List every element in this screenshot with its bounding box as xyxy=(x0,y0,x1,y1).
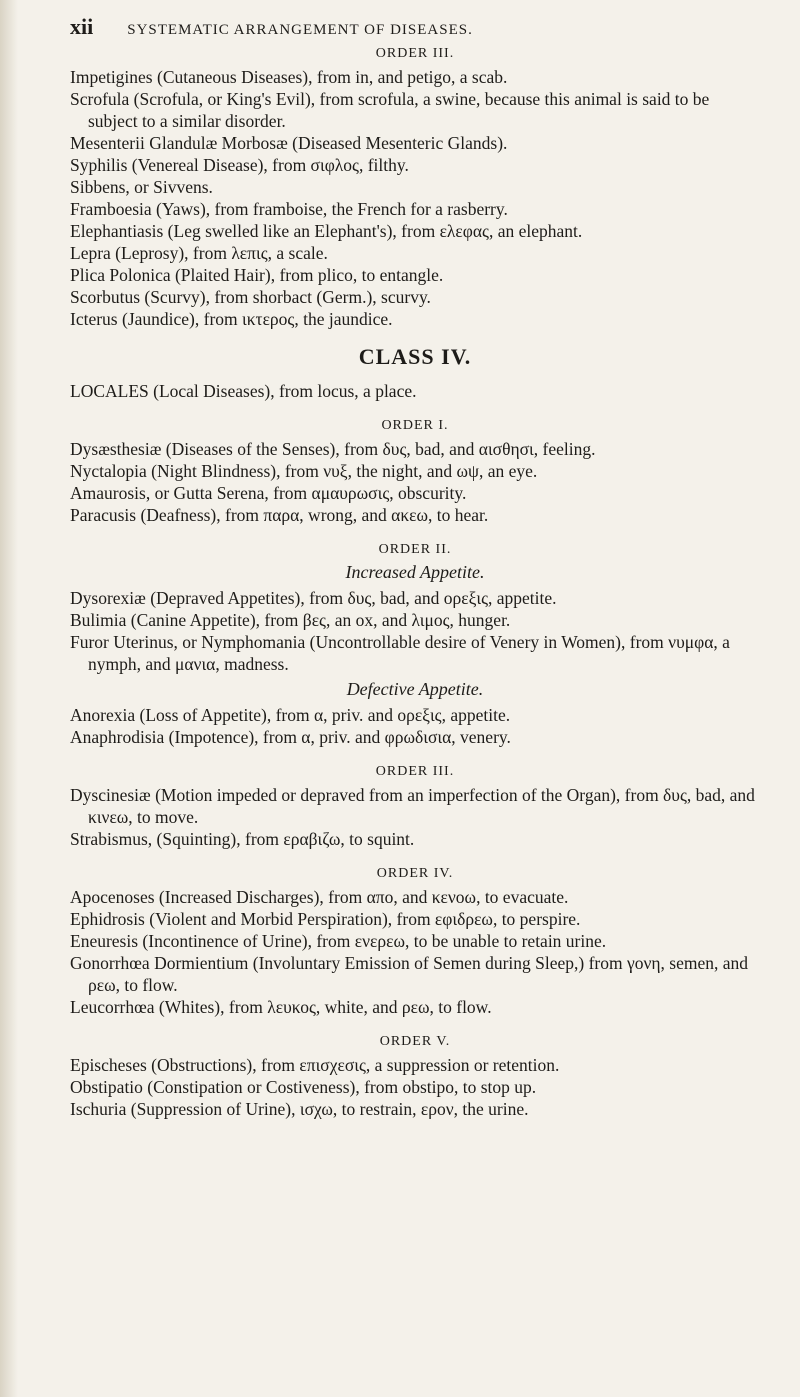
order-heading: ORDER II. xyxy=(378,542,452,557)
running-header xyxy=(70,14,760,40)
disease-entry: Plica Polonica (Plaited Hair), from plico, to entangle. xyxy=(70,265,444,285)
disease-entry: Mesenterii Glandulæ Morbosæ (Diseased Mesenteric Glands). xyxy=(70,133,508,153)
subheading: Defective Appetite. xyxy=(346,679,484,699)
disease-entry: Anaphrodisia (Impotence), from α, priv. and φρωδισια, venery. xyxy=(70,727,511,747)
order-entries xyxy=(70,886,760,1018)
disease-entry: Epischeses (Obstructions), from επισχεσις, a suppression or retention. xyxy=(70,1055,560,1075)
disease-entry: Nyctalopia (Night Blindness), from νυξ, the night, and ωψ, an eye. xyxy=(70,461,538,481)
disease-entry: Paracusis (Deafness), from παρα, wrong, and ακεω, to hear. xyxy=(70,505,489,525)
order-entries xyxy=(70,704,760,748)
disease-entry: Scrofula (Scrofula, or King's Evil), from scrofula, a swine, because this animal is said to be subject to a similar disorder. xyxy=(70,89,710,131)
page-number: xii xyxy=(70,14,94,39)
order-entries xyxy=(70,438,760,526)
disease-entry: Elephantiasis (Leg swelled like an Elephant's), from ελεφας, an elephant. xyxy=(70,221,583,241)
disease-entry: Dysæsthesiæ (Diseases of the Senses), from δυς, bad, and αισθησι, feeling. xyxy=(70,439,596,459)
subheading: Increased Appetite. xyxy=(345,562,485,582)
order-heading: ORDER III. xyxy=(375,764,455,779)
class-title: LOCALES (Local Diseases), from locus, a place. xyxy=(70,381,417,401)
disease-entry: Amaurosis, or Gutta Serena, from αμαυρωσις, obscurity. xyxy=(70,483,467,503)
disease-entry: Strabismus, (Squinting), from εραβιζω, to squint. xyxy=(70,829,415,849)
disease-entry: Syphilis (Venereal Disease), from σιφλος, filthy. xyxy=(70,155,409,175)
disease-entry: Lepra (Leprosy), from λεπις, a scale. xyxy=(70,243,328,263)
disease-entry: Anorexia (Loss of Appetite), from α, priv. and ορεξις, appetite. xyxy=(70,705,511,725)
disease-entry: Gonorrhœa Dormientium (Involuntary Emission of Semen during Sleep,) from γονη, semen, and ρεω, to flow. xyxy=(70,953,749,995)
order-heading: ORDER V. xyxy=(379,1034,451,1049)
disease-entry: Sibbens, or Sivvens. xyxy=(70,177,213,197)
disease-entry: Framboesia (Yaws), from framboise, the French for a rasberry. xyxy=(70,199,508,219)
order-heading: ORDER III. xyxy=(375,46,455,61)
order-entries xyxy=(70,587,760,675)
disease-entry: Furor Uterinus, or Nymphomania (Uncontrollable desire of Venery in Women), from νυμφα, a nymph, and μανια, madness. xyxy=(70,632,730,674)
disease-entry: Impetigines (Cutaneous Diseases), from in, and petigo, a scab. xyxy=(70,67,508,87)
running-title: SYSTEMATIC ARRANGEMENT OF DISEASES. xyxy=(127,22,473,38)
order-entries xyxy=(70,1054,760,1120)
disease-entry: Eneuresis (Incontinence of Urine), from ενερεω, to be unable to retain urine. xyxy=(70,931,607,951)
disease-entry: Bulimia (Canine Appetite), from βες, an ox, and λιμος, hunger. xyxy=(70,610,511,630)
order-entries xyxy=(70,66,760,330)
disease-entry: Apocenoses (Increased Discharges), from απο, and κενοω, to evacuate. xyxy=(70,887,569,907)
disease-entry: Dyscinesiæ (Motion impeded or depraved from an imperfection of the Organ), from δυς, bad, and κινεω, to move. xyxy=(70,785,755,827)
disease-entry: Obstipatio (Constipation or Costiveness), from obstipo, to stop up. xyxy=(70,1077,537,1097)
disease-entry: Ischuria (Suppression of Urine), ισχω, to restrain, ερον, the urine. xyxy=(70,1099,529,1119)
disease-entry: Ephidrosis (Violent and Morbid Perspiration), from εφιδρεω, to perspire. xyxy=(70,909,581,929)
disease-entry: Leucorrhœa (Whites), from λευκος, white, and ρεω, to flow. xyxy=(70,997,492,1017)
order-heading: ORDER I. xyxy=(381,418,449,433)
disease-entry: Dysorexiæ (Depraved Appetites), from δυς, bad, and ορεξις, appetite. xyxy=(70,588,557,608)
order-entries xyxy=(70,784,760,850)
disease-entry: Icterus (Jaundice), from ικτερος, the jaundice. xyxy=(70,309,393,329)
class-heading: CLASS IV. xyxy=(358,344,472,369)
order-heading: ORDER IV. xyxy=(376,866,454,881)
disease-entry: Scorbutus (Scurvy), from shorbact (Germ.), scurvy. xyxy=(70,287,431,307)
